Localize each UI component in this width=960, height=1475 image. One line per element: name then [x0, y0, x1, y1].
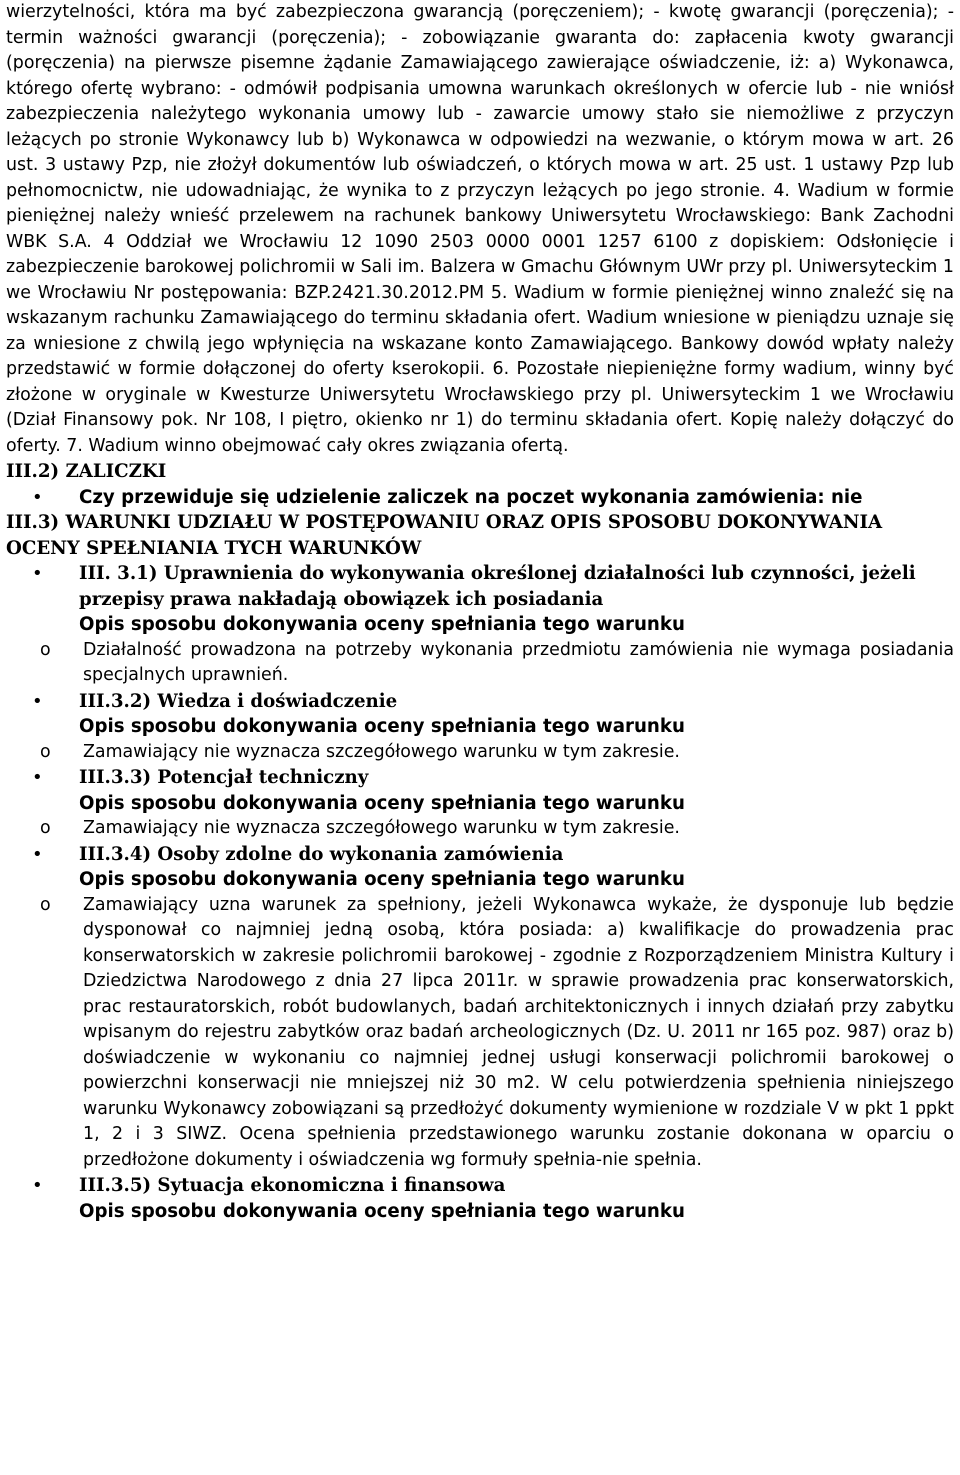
- zaliczki-question: Czy przewiduje się udzielenie zaliczek na poczet wykonania zamówienia: nie: [79, 486, 863, 508]
- list-item: [6, 893, 954, 1174]
- warunki-list: [6, 561, 954, 638]
- condition-title: III. 3.1) Uprawnienia do wykonywania określonej działalności lub czynności, jeżeli przepisy prawa nakładają obowiązek ich posiadania: [79, 563, 916, 610]
- warunki-list: [6, 1173, 954, 1224]
- condition-title: III.3.3) Potencjał techniczny: [79, 767, 369, 788]
- list-item: [6, 1173, 954, 1224]
- warunki-list: [6, 689, 954, 740]
- section-heading-zaliczki: III.2) ZALICZKI: [6, 461, 167, 482]
- bullet-icon: •: [32, 690, 43, 712]
- section-heading-warunki: III.3) WARUNKI UDZIAŁU W POSTĘPOWANIU ORAZ OPIS SPOSOBU DOKONYWANIA OCENY SPEŁNIANIA TYCH WARUNKÓW: [6, 512, 883, 559]
- warunki-list: [6, 765, 954, 816]
- condition-detail-list: [6, 740, 954, 766]
- bullet-icon: •: [32, 563, 43, 584]
- warunki-list: [6, 842, 954, 893]
- condition-detail: Działalność prowadzona na potrzeby wykonania przedmiotu zamówienia nie wymaga posiadania specjalnych uprawnień.: [83, 639, 954, 685]
- condition-detail-list: [6, 638, 954, 689]
- condition-label: Opis sposobu dokonywania oceny spełniania tego warunku: [79, 716, 685, 737]
- condition-label: Opis sposobu dokonywania oceny spełniania tego warunku: [79, 614, 685, 635]
- condition-label: Opis sposobu dokonywania oceny spełniania tego warunku: [79, 869, 685, 890]
- list-item: [6, 740, 954, 766]
- condition-detail-list: [6, 816, 954, 842]
- list-item: [6, 561, 954, 638]
- list-item: [6, 638, 954, 689]
- list-item: [6, 485, 954, 511]
- intro-paragraph: wierzytelności, która ma być zabezpieczona gwarancją (poręczeniem); - kwotę gwarancji (poręczenia); - termin ważności gwarancji (poręczenia); - zobowiązanie gwaranta do: zapłacenia kwoty gwarancji (poręczenia) na pierwsze pisemne żądanie Zamawiającego zawierające oświadczenie, iż: a) Wykonawca, którego ofertę wybrano: - odmówił podpisania umowna warunkach określonych w ofercie lub - nie wniósł zabezpieczenia należytego wykonania umowy lub - zawarcie umowy stało sie niemożliwe z przyczyn leżących po stronie Wykonawcy lub b) Wykonawca w odpowiedzi na wezwanie, o którym mowa w art. 26 ust. 3 ustawy Pzp, nie złożył dokumentów lub oświadczeń, o których mowa w art. 25 ust. 1 ustawy Pzp lub pełnomocnictw, nie udowadniając, że wynika to z przyczyn leżących po jego stronie. 4. Wadium w formie pieniężnej należy wnieść przelewem na rachunek bankowy Uniwersytetu Wrocławskiego: Bank Zachodni WBK S.A. 4 Oddział we Wrocławiu 12 1090 2503 0000 0001 1257 6100 z dopiskiem: Odsłonięcie i zabezpieczenie barokowej polichromii w Sali im. Balzera w Gmachu Głównym UWr przy pl. Uniwersyteckim 1 we Wrocławiu Nr postępowania: BZP.2421.30.2012.PM 5. Wadium w formie pieniężnej winno znaleźć się na wskazanym rachunku Zamawiającego do terminu składania ofert. Wadium wniesione w pieniądzu uznaje się za wniesione z chwilą jego wpłynięcia na wskazane konto Zamawiającego. Bankowy dowód wpłaty należy przedstawić w formie dołączonej do oferty kserokopii. 6. Pozostałe niepieniężne formy wadium, winny być złożone w oryginale w Kwesturze Uniwersytetu Wrocławskiego przy pl. Uniwersyteckim 1 we Wrocławiu (Dział Finansowy pok. Nr 108, I piętro, okienko nr 1) do terminu składania ofert. Kopię należy dołączyć do oferty. 7. Wadium winno obejmować cały okres związania ofertą.: [6, 2, 954, 456]
- circle-bullet-icon: o: [40, 639, 51, 660]
- condition-title: III.3.2) Wiedza i doświadczenie: [79, 690, 398, 712]
- condition-detail: Zamawiający uzna warunek za spełniony, jeżeli Wykonawca wykaże, że dysponuje lub będzie dysponował co najmniej jedną osobą, która posiada: a) kwalifikacje do prowadzenia prac konserwatorskich w zakresie polichromii barokowej - zgodnie z Rozporządzeniem Ministra Kultury i Dziedzictwa Narodowego z dnia 27 lipca 2011r. w sprawie prowadzenia prac konserwatorskich, prac restauratorskich, robót budowlanych, badań architektonicznych i innych działań przy zabytku wpisanym do rejestru zabytków oraz badań archeologicznych (Dz. U. 2011 nr 165 poz. 987) oraz b) doświadczenie w wykonaniu co najmniej jednej usługi konserwacji polichromii barokowej o powierzchni konserwacji nie mniejszej niż 30 m2. W celu potwierdzenia spełnienia niniejszego warunku Wykonawcy zobowiązani są przedłożyć dokumenty wymienione w rozdziale V w pkt 1 ppkt 1, 2 i 3 SIWZ. Ocena spełnienia przedstawionego warunku zostanie dokonana w oparciu o przedłożone dokumenty i oświadczenia wg formuły spełnia-nie spełnia.: [83, 894, 954, 1170]
- condition-title: III.3.4) Osoby zdolne do wykonania zamówienia: [79, 843, 564, 865]
- circle-bullet-icon: o: [40, 818, 51, 838]
- bullet-icon: •: [32, 486, 43, 508]
- condition-detail-list: [6, 893, 954, 1174]
- zaliczki-list: [6, 485, 954, 511]
- circle-bullet-icon: o: [40, 894, 51, 915]
- list-item: [6, 765, 954, 816]
- list-item: [6, 689, 954, 740]
- condition-label: Opis sposobu dokonywania oceny spełniania tego warunku: [79, 1200, 685, 1222]
- bullet-icon: •: [32, 843, 43, 865]
- condition-detail: Zamawiający nie wyznacza szczegółowego warunku w tym zakresie.: [83, 818, 680, 838]
- condition-title: III.3.5) Sytuacja ekonomiczna i finansowa: [79, 1175, 506, 1196]
- list-item: [6, 816, 954, 842]
- condition-label: Opis sposobu dokonywania oceny spełniania tego warunku: [79, 792, 685, 814]
- list-item: [6, 842, 954, 893]
- bullet-icon: •: [32, 767, 43, 788]
- condition-detail: Zamawiający nie wyznacza szczegółowego warunku w tym zakresie.: [83, 741, 680, 762]
- bullet-icon: •: [32, 1175, 43, 1196]
- circle-bullet-icon: o: [40, 741, 51, 762]
